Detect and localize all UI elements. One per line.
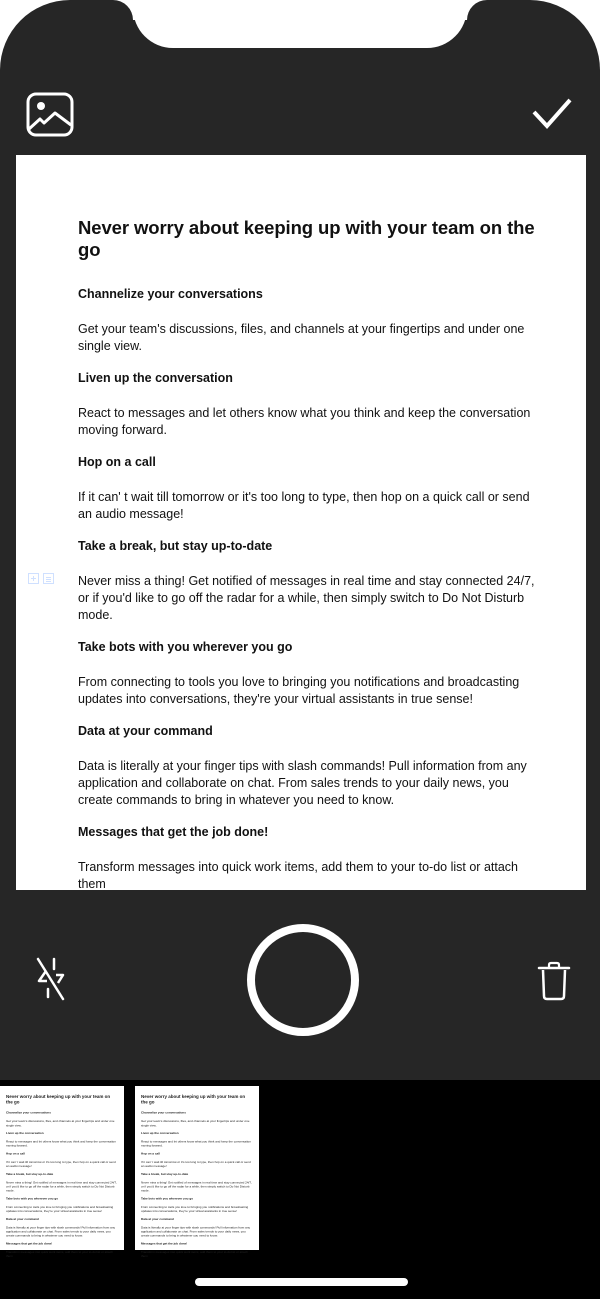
section-heading: Liven up the conversation: [78, 371, 233, 385]
thumb-heading: Take bots with you wherever you go: [141, 1196, 194, 1201]
thumb-heading: Messages that get the job done!: [6, 1241, 53, 1246]
thumb-title: Never worry about keeping up with your team on the go: [6, 1094, 111, 1105]
thumb-heading: Take bots with you wherever you go: [6, 1196, 59, 1201]
thumb-heading: Data at your command: [141, 1217, 174, 1221]
plus-box-icon[interactable]: [28, 573, 39, 584]
thumb-heading: Hop on a call: [6, 1151, 25, 1156]
thumb-heading: Channelize your conversations: [6, 1111, 51, 1115]
trash-icon: [537, 962, 571, 1002]
section-body: If it can' t wait till tomorrow or it's too long to type, then hop on a quick call or send an audio message!: [78, 490, 530, 521]
lines-box-icon[interactable]: [43, 573, 54, 584]
thumb-heading: Data at your command: [6, 1217, 39, 1221]
home-indicator[interactable]: [195, 1278, 408, 1286]
section-heading: Hop on a call: [78, 455, 156, 469]
image-icon: [26, 92, 76, 138]
thumb-body: Get your team's discussions, files, and channels at your fingertips and under one single view.: [141, 1119, 250, 1128]
device-notch: [133, 0, 467, 48]
thumb-heading: Liven up the conversation: [141, 1131, 179, 1135]
section-heading: Messages that get the job done!: [78, 825, 269, 839]
checkmark-icon: [530, 96, 578, 136]
thumb-heading: Channelize your conversations: [141, 1111, 186, 1115]
thumb-body: Transform messages into quick work items, add them to your to-do list or attach them: [141, 1250, 248, 1258]
page-thumbnail[interactable]: [135, 1086, 259, 1258]
page-thumbnail[interactable]: [0, 1086, 124, 1258]
thumb-body: Never miss a thing! Get notified of messages in real time and stay connected 24/7, or if you'd like to go off the radar for a while, then simply switch to Do Not Disturb mode.: [141, 1180, 252, 1193]
delete-button[interactable]: [537, 962, 571, 1002]
thumb-body: If it can' t wait till tomorrow or it's too long to type, then hop on a quick call or send an audio message!: [6, 1160, 116, 1168]
document-content: [78, 217, 538, 909]
thumb-body: If it can' t wait till tomorrow or it's too long to type, then hop on a quick call or send an audio message!: [141, 1160, 251, 1168]
flash-toggle-button[interactable]: [34, 955, 68, 1003]
thumb-body: Transform messages into quick work items, add them to your to-do list or attach them: [6, 1250, 113, 1258]
gallery-button[interactable]: [26, 92, 76, 138]
thumbnail-content: [141, 1094, 253, 1262]
thumb-heading: Take a break, but stay up-to-date: [141, 1172, 189, 1176]
thumb-heading: Take a break, but stay up-to-date: [6, 1172, 54, 1176]
thumb-heading: Hop on a call: [141, 1151, 160, 1156]
thumb-body: From connecting to tools you love to bringing you notifications and broadcasting updates into conversations, they're your virtual assistants in true sense!: [6, 1205, 114, 1213]
section-heading: Take a break, but stay up-to-date: [78, 539, 273, 553]
flash-off-icon: [34, 955, 68, 1003]
shutter-button[interactable]: [247, 924, 359, 1036]
section-body: Get your team's discussions, files, and channels at your fingertips and under one single view.: [78, 322, 525, 353]
document-title: Never worry about keeping up with your team on the go: [78, 217, 535, 260]
done-button[interactable]: [530, 96, 578, 136]
block-tools: [28, 573, 54, 584]
thumb-body: From connecting to tools you love to bringing you notifications and broadcasting updates into conversations, they're your virtual assistants in true sense!: [141, 1205, 249, 1213]
section-body: React to messages and let others know what you think and keep the conversation moving forward.: [78, 406, 531, 437]
document-preview: [16, 155, 586, 890]
thumbnail-content: [6, 1094, 118, 1262]
section-heading: Data at your command: [78, 724, 213, 738]
section-body: From connecting to tools you love to bringing you notifications and broadcasting updates into conversations, they're your virtual assistants in true sense!: [78, 675, 520, 706]
section-heading: Take bots with you wherever you go: [78, 640, 293, 654]
captured-pages-tray: [0, 1080, 600, 1299]
thumb-heading: Messages that get the job done!: [141, 1241, 188, 1246]
thumb-body: Data is literally at your finger tips with slash commands! Pull information from any application and collaborate on chat. From sales trends to your daily news, you create commands to bring in whatever you need to know.: [6, 1225, 116, 1238]
thumb-body: Never miss a thing! Get notified of messages in real time and stay connected 24/7, or if you'd like to go off the radar for a while, then simply switch to Do Not Disturb mode.: [6, 1180, 117, 1193]
thumb-body: React to messages and let others know what you think and keep the conversation moving forward.: [6, 1139, 116, 1148]
section-body: Transform messages into quick work items, add them to your to-do list or attach them: [78, 860, 518, 891]
section-heading: Channelize your conversations: [78, 287, 263, 301]
thumb-body: React to messages and let others know what you think and keep the conversation moving forward.: [141, 1139, 251, 1148]
thumb-body: Data is literally at your finger tips with slash commands! Pull information from any application and collaborate on chat. From sales trends to your daily news, you create commands to bring in whatever you need to know.: [141, 1225, 251, 1238]
section-body: Data is literally at your finger tips with slash commands! Pull information from any application and collaborate on chat. From sales trends to your daily news, you create commands to bring in whatever you need to know.: [78, 759, 527, 807]
thumb-title: Never worry about keeping up with your team on the go: [141, 1094, 246, 1105]
thumb-heading: Liven up the conversation: [6, 1131, 44, 1135]
thumb-body: Get your team's discussions, files, and channels at your fingertips and under one single view.: [6, 1119, 115, 1128]
section-body: Never miss a thing! Get notified of messages in real time and stay connected 24/7, or if you'd like to go off the radar for a while, then simply switch to Do Not Disturb mode.: [78, 574, 535, 622]
